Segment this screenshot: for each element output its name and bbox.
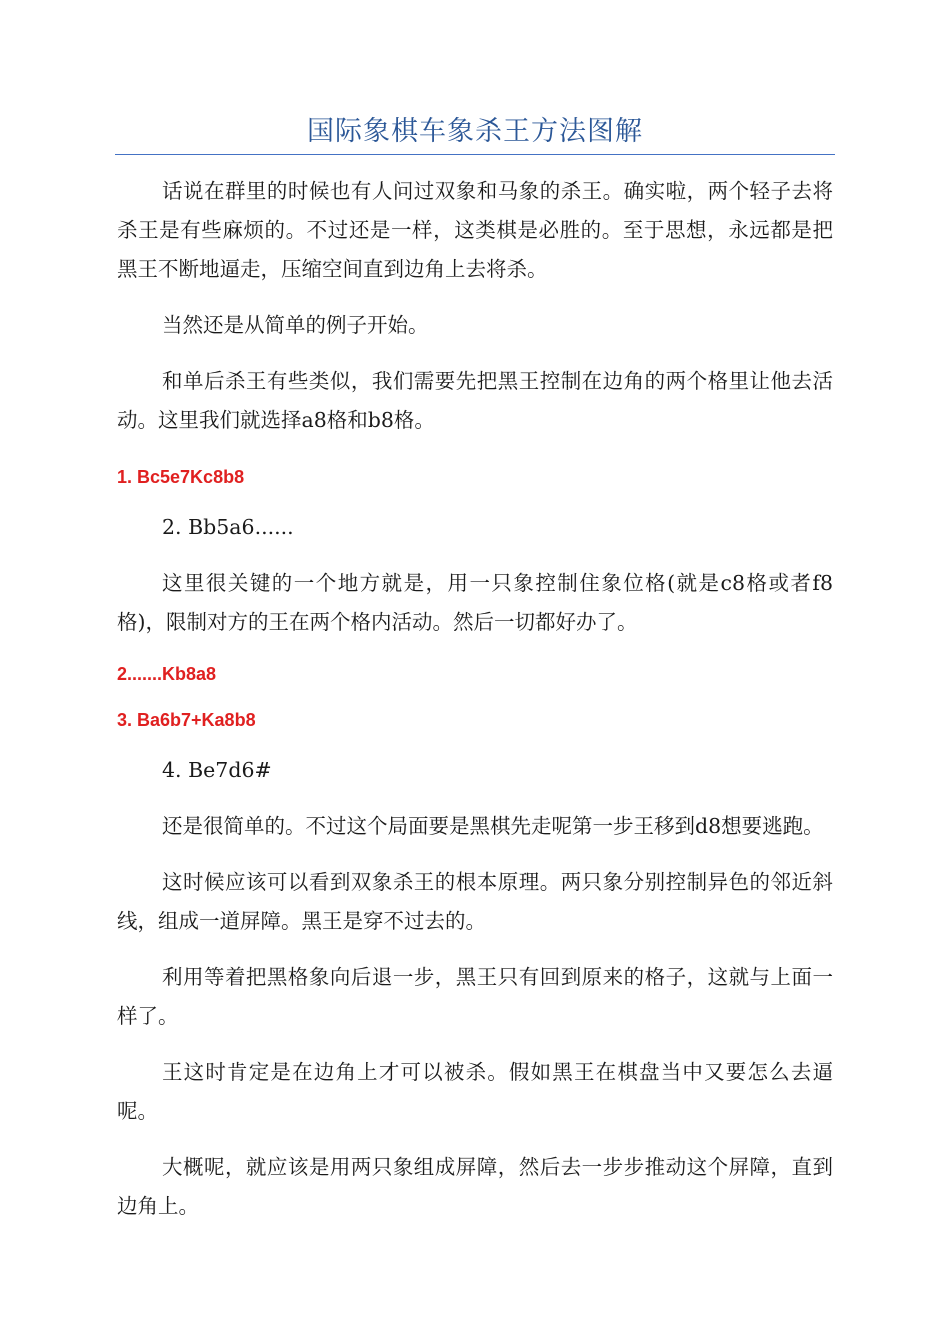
paragraph-barrier: 大概呢，就应该是用两只象组成屏障，然后去一步步推动这个屏障，直到边角上。 [117,1155,833,1218]
title-underline [115,154,835,155]
paragraph-corner-control: 和单后杀王有些类似，我们需要先把黑王控制在边角的两个格里让他去活动。这里我们就选择a8格和b8格。 [117,369,833,432]
move-3: 3. Ba6b7+Ka8b8 [117,710,256,730]
move-2-white: 2. Bb5a6...... [162,515,294,539]
move-2-black: 2.......Kb8a8 [117,664,217,684]
paragraph-black-first: 还是很简单的。不过这个局面要是黑棋先走呢第一步王移到d8想要逃跑。 [162,814,824,838]
paragraph-center-king: 王这时肯定是在边角上才可以被杀。假如黑王在棋盘当中又要怎么去逼呢。 [117,1060,833,1123]
paragraph-principle: 这时候应该可以看到双象杀王的根本原理。两只象分别控制异色的邻近斜线，组成一道屏障。黑王是穿不过去的。 [117,870,833,933]
document-title: 国际象棋车象杀王方法图解 [307,116,643,147]
document-body [117,172,833,1243]
paragraph-intro: 话说在群里的时候也有人问过双象和马象的杀王。确实啦，两个轻子去将杀王是有些麻烦的。不过还是一样，这类棋是必胜的。至于思想，永远都是把黑王不断地逼走，压缩空间直到边角上去将杀。 [117,179,833,281]
move-1: 1. Bc5e7Kc8b8 [117,467,245,487]
move-4-mate: 4. Be7d6# [162,758,272,782]
paragraph-waiting-move: 利用等着把黑格象向后退一步，黑王只有回到原来的格子，这就与上面一样了。 [117,965,833,1028]
paragraph-key-point: 这里很关键的一个地方就是，用一只象控制住象位格(就是c8格或者f8格)，限制对方的王在两个格内活动。然后一切都好办了。 [117,571,833,634]
paragraph-simple-example: 当然还是从简单的例子开始。 [162,313,429,337]
